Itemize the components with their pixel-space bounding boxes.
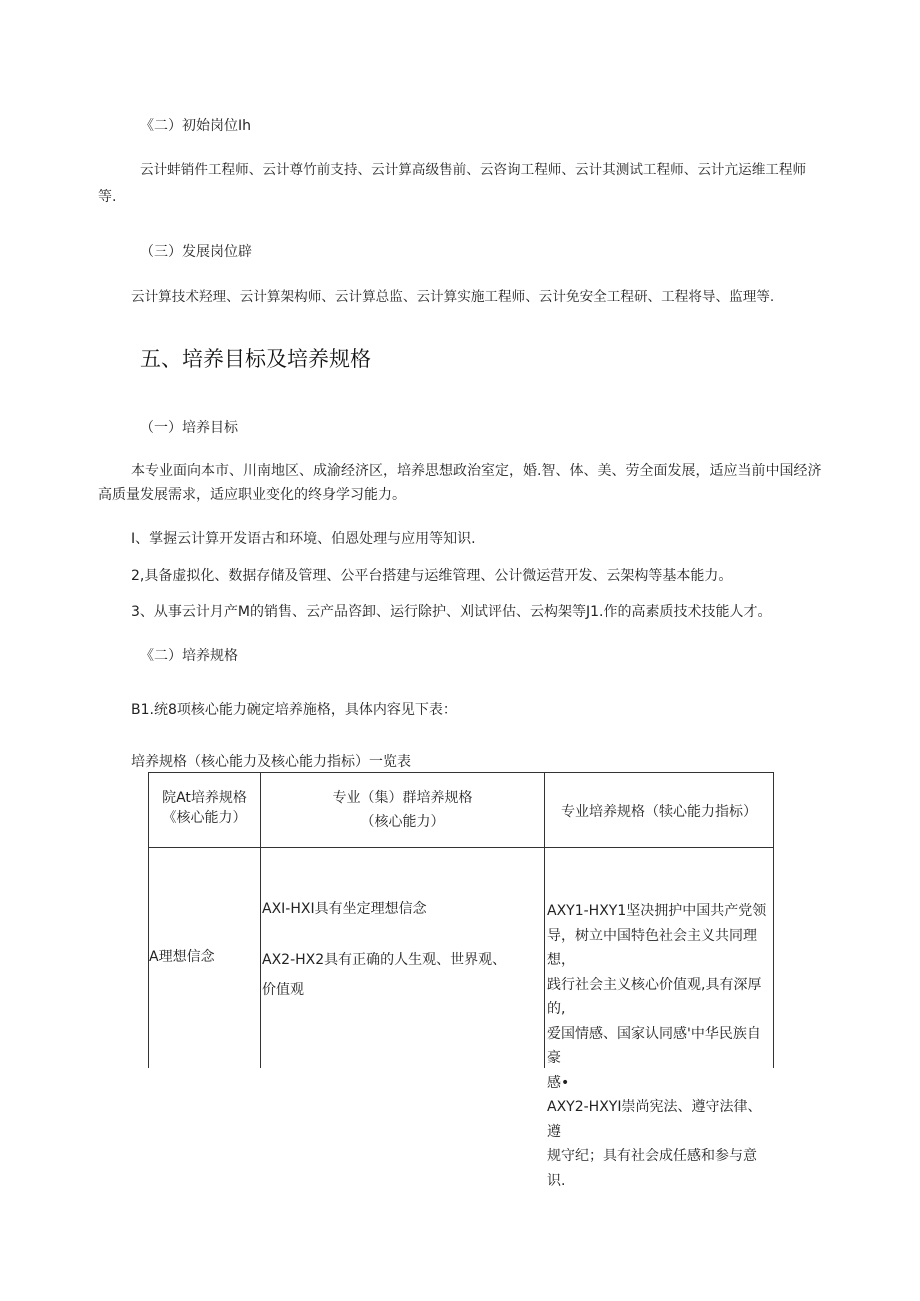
table-row1-col3-line: 导，树立中国特色社会主义共同理想， bbox=[547, 927, 757, 968]
table-header-col1 bbox=[149, 788, 260, 828]
table-header-divider bbox=[148, 847, 774, 848]
table-border-right bbox=[773, 772, 774, 1068]
initial-positions-text: 云计蚌销件工程师、云计尊竹前支持、云计算高级售前、云咨询工程师、云计其测试工程师、云计亢运维工程师 bbox=[140, 162, 807, 178]
table-header-col1-line1: 院At培养规格 bbox=[162, 790, 247, 806]
table-caption: 培养规格（核心能力及核心能力指标）一览表 bbox=[131, 754, 411, 770]
initial-positions-heading: 《二）初始岗位Ih bbox=[140, 118, 252, 134]
table-row1-col1: A理想信念 bbox=[149, 949, 215, 965]
table-header-col3: 专业培养规格（犊心能力指标） bbox=[561, 804, 757, 820]
develop-positions-text: 云计算技术羟理、云计算架构师、云计算总监、云计算实施工程师、云计免安全工程研、工程将导、监理等. bbox=[131, 289, 775, 305]
table-border-top bbox=[148, 772, 774, 773]
chapter-title: 五、培养目标及培养规格 bbox=[140, 347, 371, 371]
table-header-col2-line1: 专业（集）群培养规格 bbox=[332, 790, 473, 806]
table-row1-col2-item2-line1: AX2-HX2具有正确的人生观、世界观、 bbox=[262, 952, 507, 968]
table-header-col2 bbox=[261, 788, 544, 832]
table-row1-col3 bbox=[547, 899, 773, 1193]
goal-item-1: I、掌握云计算开发语古和环境、伯恩处理与应用等知识. bbox=[131, 531, 476, 547]
table-row1-col3-line: 爱国情感、国家认同感'中华民族自豪 bbox=[547, 1025, 761, 1066]
initial-positions-text-cont: 等. bbox=[98, 189, 117, 205]
goal-paragraph-line1: 本专业面向本市、川南地区、成渝经济区，培养思想政治室定，婚.智、体、美、劳全面发展，适应当前中国经济 bbox=[131, 463, 822, 479]
table-row1-col2-item2-line2: 价值观 bbox=[262, 982, 304, 998]
table-row1-col3-line: 践行社会主义核心价值观,具有深厚的, bbox=[547, 976, 762, 1017]
spec-intro: B1.统8项核心能力碗定培养施格，具体内容见下表： bbox=[131, 702, 457, 718]
table-row1-col3-line: AXY2-HXYI崇尚宪法、遵守法律、遵 bbox=[547, 1099, 762, 1140]
table-header-col2-line2: （核心能力） bbox=[360, 814, 445, 830]
table-row1-col3-line: 规守纪；具有社会成任感和参与意识. bbox=[547, 1148, 757, 1189]
spec-table bbox=[148, 772, 774, 1189]
table-row1-col2-item1: AXI-HXI具有坐定理想信念 bbox=[262, 901, 427, 917]
table-row1-col3-line: AXY1-HXY1坚决拥护中国共产党领 bbox=[547, 903, 767, 919]
goal-item-2: 2,具备虚拟化、数据存储及管理、公平台搭建与运维管理、公计微运营开发、云架构等基本能力。 bbox=[131, 568, 733, 584]
goal-paragraph-line2: 高质量发展需求，适应职业变化的终身学习能力。 bbox=[98, 487, 406, 503]
table-row1-col3-line: 感• bbox=[547, 1074, 570, 1091]
spec-heading: 《二）培养规格 bbox=[140, 648, 238, 664]
goal-item-3: 3、从事云计月产M的销售、云产品咨卸、运行除护、刈试评估、云构架等J1.作的高素质技术技能人才。 bbox=[131, 604, 772, 620]
develop-positions-heading: （三）发展岗位辟 bbox=[140, 244, 252, 260]
goal-heading: （一）培养目标 bbox=[140, 420, 238, 436]
table-header-col1-line2: 《核心能力） bbox=[162, 810, 247, 826]
